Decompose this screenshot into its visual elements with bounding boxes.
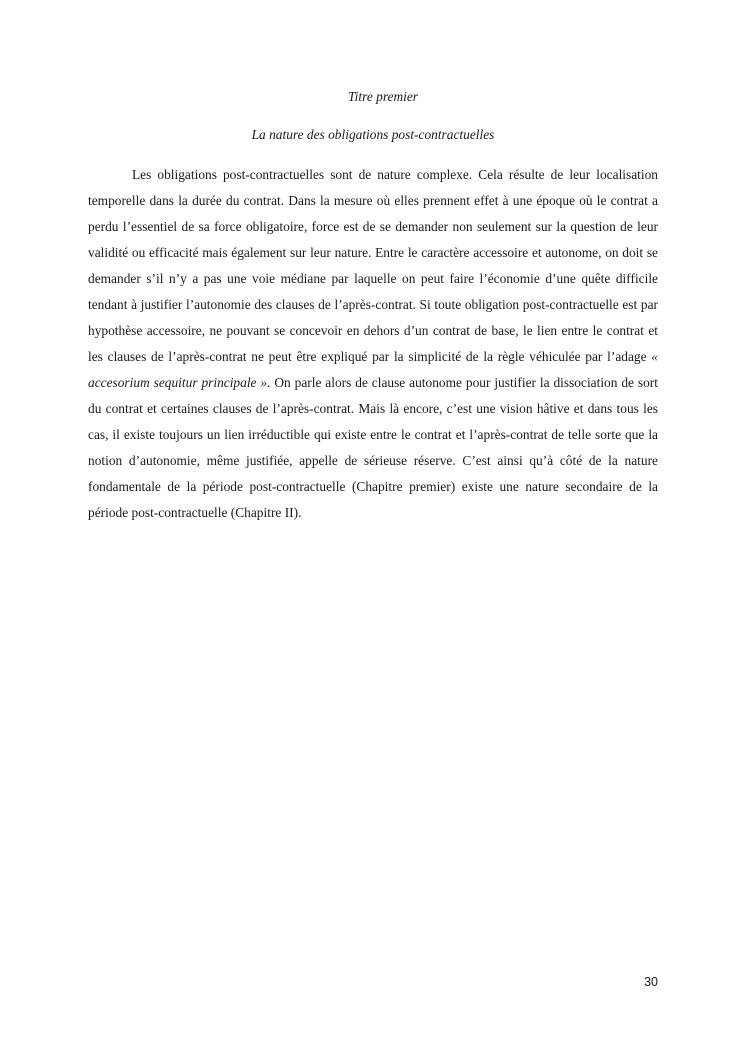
section-title: Titre premier bbox=[347, 89, 419, 104]
paragraph-text-part-2: . On parle alors de clause autonome pour justifier la dissociation de sort du contrat et certaines clauses de l’après-contrat. Mais là encore, c’est une vision hâtive et dans tous les cas, il existe toujours un lien irréductible qui existe entre le contrat et l’après-contrat de telle sorte que la notion d’autonomie, même justifiée, appelle de sérieuse réserve. C’est ainsi qu’à côté de la nature fondamentale de la période post-contractuelle (Chapitre premier) existe une nature secondaire de la période post-contractuelle (Chapitre II). bbox=[88, 375, 658, 520]
latin-adage-quote: « accesorium sequitur principale » bbox=[88, 349, 658, 390]
body-paragraph bbox=[88, 162, 658, 526]
section-subtitle: La nature des obligations post-contractuelles bbox=[251, 127, 495, 142]
page-number: 30 bbox=[644, 975, 658, 989]
paragraph-text-part-1: Les obligations post-contractuelles sont de nature complexe. Cela résulte de leur localisation temporelle dans la durée du contrat. Dans la mesure où elles prennent effet à une époque où le contrat a perdu l’essentiel de sa force obligatoire, force est de se demander non seulement sur la question de leur validité ou efficacité mais également sur leur nature. Entre le caractère accessoire et autonome, on doit se demander s’il n’y a pas une voie médiane par laquelle on peut faire l’économie d’une quête difficile tendant à justifier l’autonomie des clauses de l’après-contrat. Si toute obligation post-contractuelle est par hypothèse accessoire, ne pouvant se concevoir en dehors d’un contrat de base, le lien entre le contrat et les clauses de l’après-contrat ne peut être expliqué par la simplicité de la règle véhiculée par l’adage bbox=[88, 167, 658, 364]
